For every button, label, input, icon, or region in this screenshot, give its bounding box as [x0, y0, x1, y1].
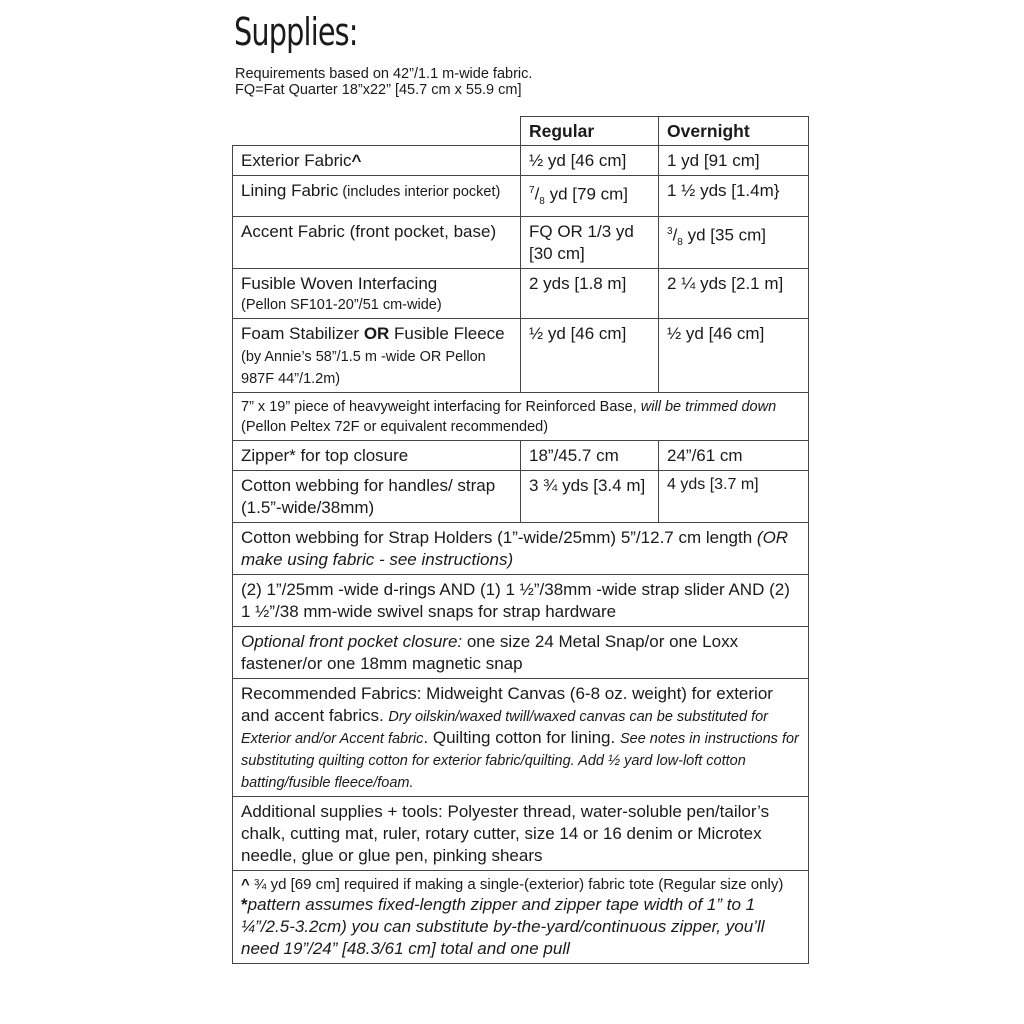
- item-cell: Accent Fabric (front pocket, base): [233, 217, 521, 269]
- full-width-cell: Additional supplies + tools: Polyester thread, water-soluble pen/tailor’s chalk, cutting mat, ruler, rotary cutter, size 14 or 16 denim or Microtex needle, glue or glue pen, pinking shears: [233, 797, 809, 871]
- table-row: [233, 575, 809, 627]
- regular-cell: 18”/45.7 cm: [521, 441, 659, 471]
- table-row: [233, 441, 809, 471]
- item-cell: [233, 319, 521, 393]
- holders-text: Cotton webbing for Strap Holders (1”-wide/25mm) 5”/12.7 cm length: [241, 528, 757, 548]
- intro-line-fabric-width: Requirements based on 42”/1.1 m-wide fabric.: [235, 66, 533, 82]
- overnight-cell: $^3/_8$ yd [35 cm]: [659, 217, 809, 269]
- table-row: [233, 471, 809, 523]
- regular-cell: ½ yd [46 cm]: [521, 319, 659, 393]
- footnotes-cell: [233, 871, 809, 964]
- caret-mark: ^: [241, 876, 250, 894]
- table-row: [233, 176, 809, 217]
- fraction-denominator: 8: [677, 237, 683, 249]
- full-width-cell: (2) 1”/25mm -wide d-rings AND (1) 1 ½”/38mm -wide strap slider AND (2) 1 ½”/38 mm-wide swivel snaps for strap hardware: [233, 575, 809, 627]
- overnight-cell: 24”/61 cm: [659, 441, 809, 471]
- item-cell: [233, 269, 521, 319]
- overnight-cell: 1 ½ yds [1.4m}: [659, 176, 809, 217]
- closure-italic: Optional front pocket closure:: [241, 632, 463, 652]
- footnote-asterisk: [241, 894, 800, 960]
- base-text-2: (Pellon Peltex 72F or equivalent recommended): [241, 419, 549, 436]
- header-overnight: Overnight: [659, 117, 809, 146]
- full-width-cell: [233, 679, 809, 797]
- table-row: [233, 871, 809, 964]
- page-title: Supplies:: [234, 10, 358, 54]
- table-row: [233, 523, 809, 575]
- item-label-or: OR: [363, 324, 390, 344]
- base-text: 7” x 19” piece of heavyweight interfacing for Reinforced Base,: [241, 399, 641, 416]
- item-label: Fusible Woven Interfacing: [241, 274, 438, 294]
- recommended-text-c: . Quilting cotton for lining.: [423, 728, 620, 748]
- table-row: [233, 627, 809, 679]
- full-width-cell: [233, 393, 809, 441]
- overnight-cell: 4 yds [3.7 m]: [659, 471, 809, 523]
- fraction-denominator: 8: [539, 196, 545, 208]
- supplies-table: [232, 116, 809, 964]
- item-cell: Zipper* for top closure: [233, 441, 521, 471]
- table-row: [233, 797, 809, 871]
- table-row: [233, 269, 809, 319]
- base-italic: will be trimmed down: [640, 399, 777, 416]
- header-regular: Regular: [521, 117, 659, 146]
- asterisk-mark: *: [241, 895, 248, 915]
- caret-mark: ^: [351, 151, 362, 170]
- item-label: Lining Fabric: [241, 181, 339, 200]
- item-cell: [233, 176, 521, 217]
- table-row: [233, 217, 809, 269]
- regular-cell: FQ OR 1/3 yd [30 cm]: [521, 217, 659, 269]
- table-row: [233, 146, 809, 176]
- header-blank-cell: [233, 117, 521, 146]
- regular-cell: ½ yd [46 cm]: [521, 146, 659, 176]
- overnight-cell: 2 ¼ yds [2.1 m]: [659, 269, 809, 319]
- item-cell: Cotton webbing for handles/ strap (1.5”-wide/38mm): [233, 471, 521, 523]
- full-width-cell: [233, 627, 809, 679]
- intro-line-fat-quarter: FQ=Fat Quarter 18”x22” [45.7 cm x 55.9 cm]: [235, 82, 522, 98]
- fraction-numerator: 7: [529, 185, 535, 196]
- fraction-numerator: 3: [667, 226, 673, 238]
- closure-text: one size 24 Metal Snap/or one Loxx fastener/or one 18mm magnetic snap: [241, 632, 739, 674]
- footnote-caret: [241, 875, 800, 894]
- regular-cell: 3 ¾ yds [3.4 m]: [521, 471, 659, 523]
- footnote-asterisk-text: pattern assumes fixed-length zipper and zipper tape width of 1” to 1 ¼”/2.5-3.2cm) you can substitute by-the-yard/continuous zipper, you’ll need 19”/24” [48.3/61 cm] total and one pull: [241, 895, 765, 959]
- footnote-caret-text: ¾ yd [69 cm] required if making a single-(exterior) fabric tote (Regular size only): [249, 876, 784, 894]
- full-width-cell: [233, 523, 809, 575]
- holders-italic: (OR make using fabric - see instructions): [241, 528, 789, 570]
- table-header-row: [233, 117, 809, 146]
- regular-value: yd [79 cm]: [544, 184, 628, 204]
- table-row: [233, 393, 809, 441]
- regular-cell: $^7/_8$ yd [79 cm]: [521, 176, 659, 217]
- recommended-text-a: Recommended Fabrics: Midweight Canvas (6-8 oz. weight) for exterior and accent fabrics.: [241, 684, 773, 726]
- table-row: [233, 679, 809, 797]
- overnight-cell: ½ yd [46 cm]: [659, 319, 809, 393]
- item-note: (by Annie’s 58”/1.5 m -wide OR Pellon 987F 44”/1.2m): [241, 349, 486, 388]
- item-note: (includes interior pocket): [338, 184, 501, 200]
- overnight-cell: 1 yd [91 cm]: [659, 146, 809, 176]
- item-label: Exterior Fabric: [241, 151, 352, 170]
- recommended-italic-d: See notes in instructions for substituting quilting cotton for exterior fabric/quilting. Add ½ yard low-loft cotton batting/fusible fleece/foam.: [241, 731, 799, 792]
- recommended-italic-b: Dry oilskin/waxed twill/waxed canvas can be substituted for Exterior and/or Accent fabric: [241, 709, 769, 748]
- table-row: [233, 319, 809, 393]
- overnight-value: yd [35 cm]: [682, 225, 766, 245]
- regular-cell: 2 yds [1.8 m]: [521, 269, 659, 319]
- intro-text: [235, 66, 532, 98]
- item-label-a: Foam Stabilizer: [241, 324, 364, 344]
- item-note: (Pellon SF101-20”/51 cm-wide): [241, 297, 442, 314]
- item-cell: [233, 146, 521, 176]
- item-label-b: Fusible Fleece: [389, 324, 505, 344]
